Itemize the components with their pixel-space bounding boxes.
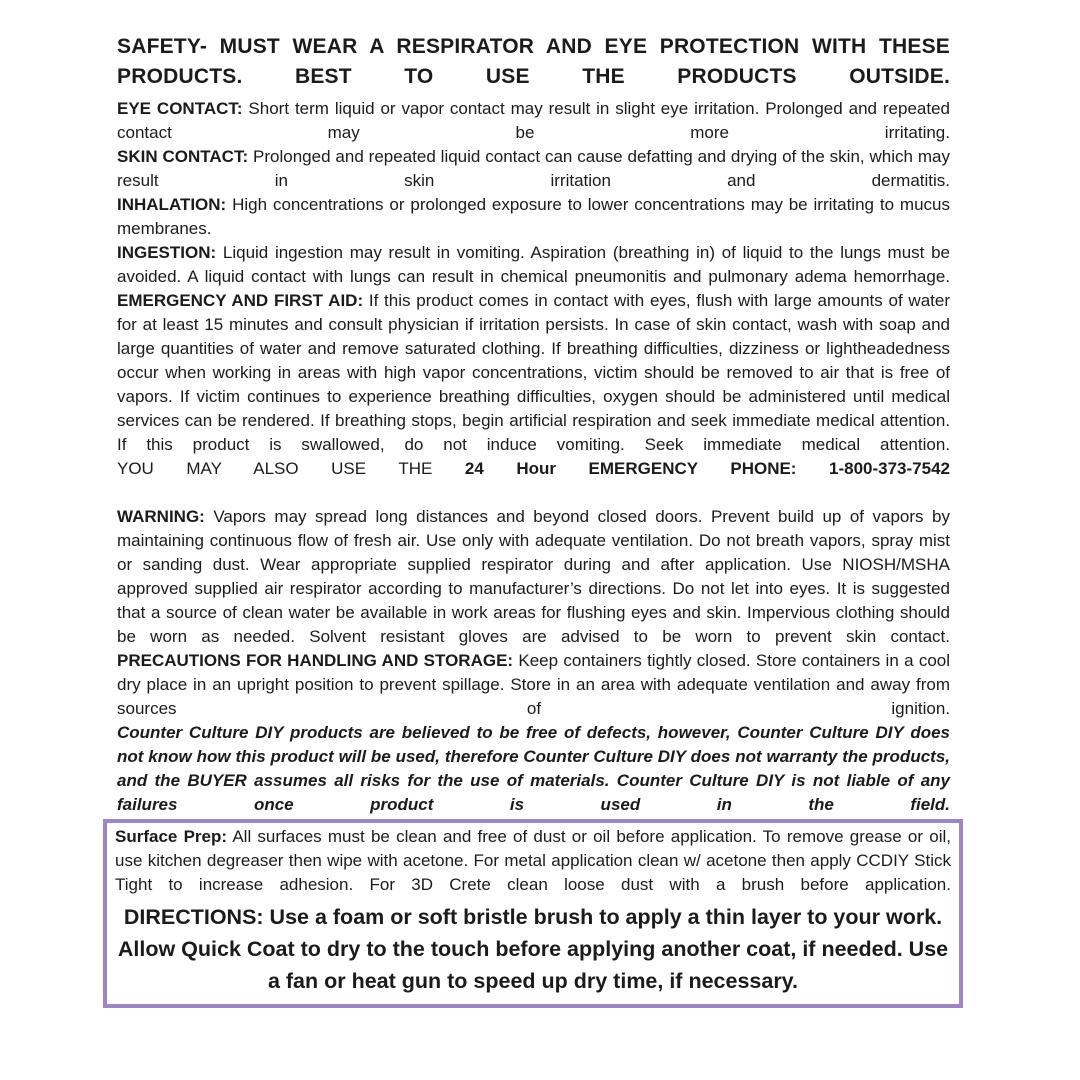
emergency-first-aid-label: EMERGENCY AND FIRST AID: [117, 291, 364, 310]
emergency-phone-line [117, 457, 950, 481]
section-gap [117, 481, 950, 505]
liability-disclaimer-paragraph: Counter Culture DIY products are believed to be free of defects, however, Counter Culture DIY does not know how this product will be used, therefore Counter Culture DIY does not warranty the products, and the BUYER assumes all risks for the use of materials. Counter Culture DIY is not liable of any failures once product is used in the field. [117, 723, 950, 814]
warning-label: WARNING: [117, 507, 205, 526]
ingestion-label: INGESTION: [117, 243, 217, 262]
emergency-first-aid-text: If this product comes in contact with eyes, flush with large amounts of water for at least 15 minutes and consult physician if irritation persists. In case of skin contact, wash with soap and large quantities of water and remove saturated clothing. If breathing difficulties, dizziness or lightheadedness occur when working in areas with high vapor concentrations, victim should be removed to air that is free of vapors. If victim continues to experience breathing difficulties, oxygen should be administered until medical services can be rendered. If breathing stops, begin artificial respiration and seek immediate medical attention. If this product is swallowed, do not induce vomiting. Seek immediate medical attention. [117, 291, 950, 454]
warning-text: Vapors may spread long distances and beyond closed doors. Prevent build up of vapors by maintaining continuous flow of fresh air. Use only with adequate ventilation. Do not breath vapors, spray mist or sanding dust. Wear appropriate supplied respirator during and after application. Use NIOSH/MSHA approved supplied air respirator according to manufacturer’s directions. Do not let into eyes. It is suggested that a source of clean water be available in work areas for flushing eyes and skin. Impervious clothing should be worn as needed. Solvent resistant gloves are advised to be worn to prevent skin contact. [117, 507, 950, 646]
eye-contact-text: Short term liquid or vapor contact may result in slight eye irritation. Prolonged and repeated contact may be more irritating. [117, 99, 950, 142]
eye-contact-paragraph [117, 97, 950, 145]
ingestion-paragraph [117, 241, 950, 289]
eye-contact-label: EYE CONTACT: [117, 99, 243, 118]
inhalation-paragraph [117, 193, 950, 241]
surface-prep-paragraph [115, 825, 951, 897]
emergency-phone-number: 24 Hour EMERGENCY PHONE: 1-800-373-7542 [464, 459, 950, 478]
safety-heading: SAFETY- MUST WEAR A RESPIRATOR AND EYE PROTECTION WITH THESE PRODUCTS. BEST TO USE THE PRODUCTS OUTSIDE. [117, 35, 950, 88]
precautions-text: Keep containers tightly closed. Store containers in a cool dry place in an upright position to prevent spillage. Store in an area with adequate ventilation and away from sources of ignition. [117, 651, 951, 718]
inhalation-text: High concentrations or prolonged exposure to lower concentrations may be irritating to mucus membranes. [117, 195, 950, 238]
inhalation-label: INHALATION: [117, 195, 227, 214]
directions-label: DIRECTIONS: [123, 905, 264, 929]
warning-paragraph [117, 505, 950, 649]
skin-contact-paragraph [117, 145, 950, 193]
skin-contact-label: SKIN CONTACT: [117, 147, 249, 166]
surface-prep-text: All surfaces must be clean and free of dust or oil before application. To remove grease or oil, use kitchen degreaser then wipe with acetone. For metal application clean w/ acetone then apply CCDIY Stick Tight to increase adhesion. For 3D Crete clean loose dust with a brush before application. [115, 827, 951, 894]
precautions-paragraph [117, 649, 950, 721]
directions-text: Use a foam or soft bristle brush to apply a thin layer to your work. Allow Quick Coat to dry to the touch before applying another coat, if needed. Use a fan or heat gun to speed up dry time, if necessary. [117, 905, 949, 993]
emergency-first-aid-paragraph [117, 289, 950, 457]
application-instructions-box [103, 819, 963, 1008]
precautions-label: PRECAUTIONS FOR HANDLING AND STORAGE: [117, 651, 514, 670]
skin-contact-text: Prolonged and repeated liquid contact can cause defatting and drying of the skin, which may result in skin irritation and dermatitis. [117, 147, 950, 190]
surface-prep-label: Surface Prep: [115, 827, 228, 846]
directions-paragraph [115, 901, 951, 997]
emergency-phone-prefix: YOU MAY ALSO USE THE [117, 459, 465, 478]
ingestion-text: Liquid ingestion may result in vomiting. Aspiration (breathing in) of liquid to the lungs must be avoided. A liquid contact with lungs can result in chemical pneumonitis and pulmonary adema hemorrhage. [117, 243, 950, 286]
